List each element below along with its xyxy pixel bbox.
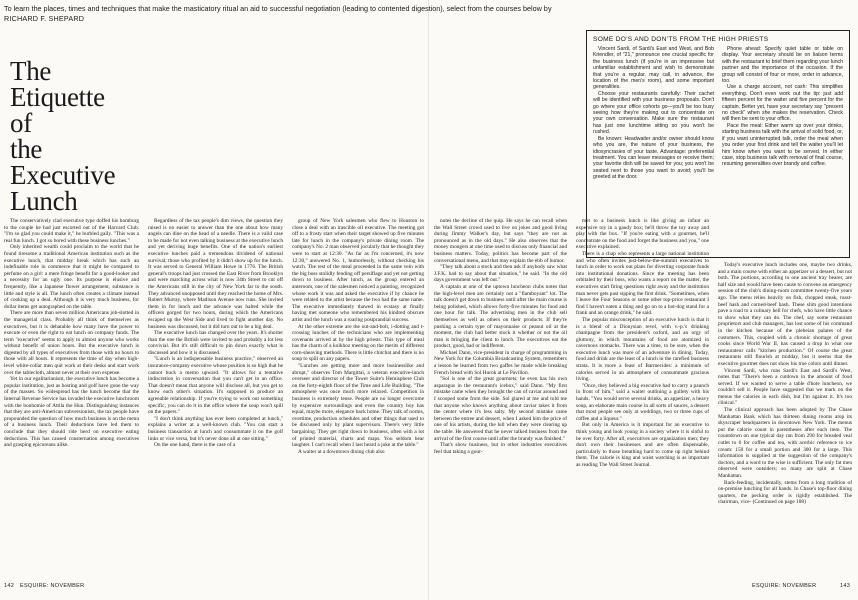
page-number-left: 142 bbox=[4, 583, 15, 589]
paragraph: The clinical approach has been adopted by The Chase Manhattan Bank which has thirteen dining rooms atop its skyscraper headquarters in downtown New York. The menus put the calorie count in parentheses after each item. The countdown on one typical day ran from 290 for breaded veal cutlet to 0 for coffee and tea, with acerbic reference to ice cream: 150 for a small portion and 300 for a large. This information is supplied at the suggestion of the company's doctors, and a word to the wise is sufficient. The only fat men observed were outsiders; so many are split at Chase Manhattan. bbox=[718, 407, 852, 479]
title-line: the bbox=[10, 134, 43, 164]
body-column-5 bbox=[576, 218, 709, 578]
title-line: of bbox=[10, 108, 32, 138]
title-line: The bbox=[10, 56, 52, 86]
title-line: Executive bbox=[10, 160, 116, 190]
paragraph: The executive lunch has changed over the years. It's shorter than the one the British were invited to and probably a lot less convivial. But it's still difficult to pin down exactly what is discussed and how it is discussed. bbox=[148, 330, 283, 356]
paragraph: Today's executive lunch includes one, maybe two drinks, and a main course with either an appetizer or a dessert, but not both. The portions, according to one ancient tray bearer, are half size and would have been cause to convene an emergency session of the club's dining-room committee twenty-five years ago. The menu relies heavily on fish, chopped steak, roast-beef hash and corned-beef hash. These slim good intentions pave a road to a culinary hell for chefs, who have little chance to show what they can do. The chef, say some restaurant proprietors and club managers, has lost some of his command in the kitchen because of the plebeian palates of the customers. This, coupled with a chronic shortage of great cooks since World War II, has caused a drop in what one restaurateur calls "kitchen production." Of course the great restaurants still flourish at midday, but it seems that the executive gourmet does not show his true colors until dinner. bbox=[718, 262, 852, 367]
paragraph: "I don't think anything has ever been completed at lunch," explains a writer at a well-known club. "You can start a business transaction at lunch and consummate it on the golf links or vice versa, but it's never done all at one sitting." bbox=[148, 415, 283, 442]
paragraph: That's show business, but in other industries executives feel that taking a gour- bbox=[434, 442, 567, 455]
paragraph: At the other extreme are the out-and-bolt, i-dotting and t-crossing lunches of the technicians who are implementing covenants arrived at by the high priests. This type of meal has the charm of a kolkhoz meeting on the merits of different corn-sheaving methods. There is little chitchat and there is no soup to spill on any papers. bbox=[292, 323, 424, 363]
paragraph: A captain at one of the uptown luncheon clubs notes that the high-level men are certainly not a "flamboyant" lot. The talk doesn't get down to business until after the main course is being polished, which allows forty-five minutes for food and one hour for talk. The advertising men in the club sell themselves as well as others on their products. If they're pushing a certain type of mayonnaise or peanut oil at the moment, the club had better stock it whether or not the oil man is bringing the client to lunch. The executives eat the product, good, bad or indifferent. bbox=[434, 283, 567, 350]
paragraph: notes the decline of the quip. He says he can recall when the Wall Street crowd used to live on jokes and good living during Jimmy Walker's day, but says "they are not as pronounced as in the old days." He also observes that the money mongers at one time used to discuss only financial and business matters. Today, politics has become part of the conversational menu, and that may explain the ebb of humor. bbox=[434, 218, 567, 264]
paragraph: On the one hand, there is the case of a bbox=[154, 442, 236, 449]
sidebar-heading: SOME DO'S AND DON'TS FROM THE HIGH PRIESTS bbox=[593, 36, 769, 43]
byline: by RICHARD F. SHEPARD bbox=[4, 4, 552, 23]
paragraph: There are more than seven million Americans job-slotted in the managerial class. Probably all think of themselves as executives, but it is debatable how many have the power to execute or even the right to eat lunch on company funds. The term "executive" seems to apply to almost anyone who works without benefit of union hours. But the executive lunch is digested by all types of executives from those with no hours to those with all hours. It represents the time of day when high-level white-collar men quit work at their desks and start work over the tablecloth, almost never at their own expense. bbox=[4, 310, 139, 376]
paragraph: "Once, they believed a big executive had to carry a paunch in front of him," said a waiter outlining a gullety with his hands. "You would serve several drinks, an appetizer, a heavy soup, an elaborate main course in all sorts of sauces, a dessert that most people see only at weddings, two or three cups of coffee and a liqueur." bbox=[576, 382, 709, 422]
paragraph: But only in America is it important for an executive to think young and look young in a society where it is sinful to be over forty. After all, executives are organization men; they don't own their businesses and are often dispensable, particularly to those breathing hard to come up right behind them. The calorie is king and waist watching is as important as reading The Wall Street Journal. bbox=[576, 422, 709, 468]
deck-text: To learn the places, times and techniques that make the masticatory ritual an aid to successful negotiation (leading to contented digestion), select from the courses below bbox=[4, 4, 542, 13]
body-column-3 bbox=[292, 218, 424, 578]
paragraph: Regardless of the tax people's dim views, the question they raised is no easier to answer than the one about how many angels can dine on the head of a needle. There is a valid case to be made for not even talking business at the executive lunch and yet deriving huge benefits. One of the nation's earliest executive lunches paid a tremendous dividend of national survival; those who profited by it didn't show up for the lunch. It was served to General William Howe in 1776. The British general's troops had just crossed the East River from Brooklyn and were marching across what is now 34th Street to cut off the Americans still in the city of New York far to the south. They advanced unopposed until they reached the home of Mrs. Robert Murray, where Madison Avenue now runs. She invited them in for lunch and the advance was halted while the officers gorged for two hours, during which the Americans escaped up the West Side and lived to fight another day. No business was discussed, but it did turn out to be a big deal. bbox=[148, 218, 283, 330]
sidebar-paragraph: Phone ahead: Specify quiet table or table on display. Your secretary should be on liaison terms with the restaurant to brief them regarding your lunch partner and the importance of the occasion. If the group will consist of four or more, order in advance, too. bbox=[722, 46, 843, 85]
sidebar-paragraph: Pace the meal: Either warm up over your drinks, starting business talk with the arrival of solid food, or, if you want uninterrupted talk, order the meal when you order your first drink and tell the waiter you'll let him know when you want to be served. In either case, stop business talk with removal of final course, resuming generalities over brandy and coffee. bbox=[722, 122, 843, 168]
paragraph: met to a business lunch is like giving an infant an expensive toy in a gaudy box; he'll throw the toy away and play with the box. "If you're eating with a gourmet, he'll concentrate on the food and forget the business and you," one executive explained. bbox=[576, 218, 709, 251]
paragraph: The conservatively clad executive type doffed his homburg to the couple he had just escorted out of the Harvard Club. "I'm so glad you could make it," he burbled gaily. "This was a real fun lunch. I got so bored with these business lunches." bbox=[4, 218, 139, 244]
body-column-2 bbox=[148, 218, 283, 578]
paragraph: "Sol is one of the great gourmets; he even has his own asparagus in the restaurant's icebox," said Dann. "My first mistake came when they brought the can of caviar around and I scooped some from the side. Sol glared at me and told me that anyone who knows anything about caviar takes it from the center where it's less salty. My second mistake came between the entree and dessert, when I asked him the price of one of his artists, during the lull when they were clearing up the table. He answered that he never talked business from the arrival of the first course until after the brandy was finished." bbox=[434, 376, 567, 442]
paragraph: "They talk about a stock and then ask if anybody saw what J.F.K. had to say about that situation," he said. "In the old days government was left out." bbox=[434, 264, 567, 284]
paragraph: Michael Dann, vice-president in charge of programming in New York for the Columbia Broadcasting System, remembers a lesson he learned from two gaffes he made while breaking French bread with Sol Hurok at Le Pavillon. bbox=[434, 349, 567, 376]
paragraph: The popular misconception of an executive lunch is that it is a blend of a Dionysian revel, with v.-p.'s drinking champagne from the president's oxford, and an orgy of gluttony, in which mountains of food are atomized in cavernous stomachs. There was a time, to be sure, when the executive lunch was more of an adventure in dining. Today, food and drink are the least of a lunch in the rarefied business strata. It is more a feast of Barmecides: a minimum of calories served in an atmosphere of consummate gracious living. bbox=[576, 316, 709, 383]
paragraph: "Lunch is an indispensable business practice," observed an insurance-company executive whose position is so high that he cannot buck a memo upward. "It allows for a tentative indiscretion in conversation that you can't get in an office. That doesn't mean that anyone will disclose all, but you get to know each other's situation. It's supposed to produce an agreeable relationship. If you're trying to work out something specific, you can do it in the office where the soup won't spill on the papers." bbox=[148, 356, 283, 416]
paragraph: group of New York salesmen who flew to Houston to close a deal with an irascible oil executive. The meeting got off to a frosty start when their target showed up five minutes late for lunch in the company's private dining room. The company's No. 2 man observed jocularly that he thought they were to start at 12:30. "As far as I'm concerned, it's now 12:30," answered No. 1, humorlessly, without checking his watch. The rest of the meal proceeded in the same vein with the big boss stolidly fending off persiflage and yet not getting down to business. After lunch, as the group entered an anteroom, one of the salesmen noticed a painting, recognized whose work it was and asked the executive if by chance he were related to the artist because the two had the same name. The executive immediately thawed in ecstasy at finally having met someone who remembered his kindred obscure artist and the lunch was a roaring postprandial success. bbox=[292, 218, 424, 323]
sidebar-paragraph: Vincent Sardi, of Sardi's East and West, and Bob Kriendler, of "21," pronounce one crucial specific for the business lunch (if you're in an impressive but unfamiliar establishment and wish to demonstrate that you're a regular, may call, in advance, the location of the men's room), and some important generalities. bbox=[593, 46, 714, 91]
sidebar-column-left bbox=[593, 46, 714, 181]
article-title bbox=[10, 58, 120, 214]
title-line: Etiquette bbox=[10, 82, 105, 112]
article-deck bbox=[4, 4, 564, 24]
page-gutter bbox=[428, 0, 429, 600]
running-footer-right: ESQUIRE: NOVEMBER bbox=[752, 583, 817, 589]
paragraph: Vincent Sardi, who runs Sardi's East and Sardi's West, notes that "There's been a cutdown in the amount of food served. If we wanted to serve a table d'hote luncheon, we couldn't sell it. People have suggested that we mark on the menus the calories in each dish, but I'm against it. It's too clinical." bbox=[718, 367, 852, 407]
paragraph: Yet in our egalitarianism, the executive lunch has become a popular institution, just as hosting and golf have gone the way of the masses. So widespread has the lunch become that the Internal Revenue Service has invaded the executive lunchroom with the bonhomie of Attila the Hun. Distinguishing instances that they are anti-American subversionists, the tax people have propounded the question of how much business is on the menu of a business lunch. Their deductions have led them to conclude that they should ride herd on executive eating deductions. This has caused consternation among executives and grasping epicureans alike. bbox=[4, 376, 139, 449]
running-footer-left: ESQUIRE: NOVEMBER bbox=[20, 583, 85, 589]
paragraph: A waiter at a downtown dining club also bbox=[298, 448, 385, 455]
sidebar-paragraph: Use a charge account, not cash: This simplifies everything. Don't even work out the tip: just add fifteen percent for the waiter and five percent for the captain. Better yet, have your secretary say "present no check" when she makes the reservation. Check will then be sent to your office. bbox=[722, 84, 843, 123]
paragraph: "Lunches are getting more and more businesslike and abrupt," observes Tom Margittai, a veteran executive-lunch overseer and director of the Tower Suite's Hemisphere Club on the forty-eighth floor of the Time and Life Building. "The atmosphere was once much more relaxed. Competition in business is extremely tense. People are no longer overcome by expensive surroundings and even the country boy has equal, maybe more, elegance back home. They talk of norms, overtime, production schedules and other things that used to be discussed only by plant supervisors. There's very little bargaining. They get right down to business, often with a lot of printed material, charts and maps. You seldom hear laughter. I can't recall when I last heard a joke at the table." bbox=[292, 363, 424, 449]
paragraph: Back-feeding, incidentally, stems from a long tradition of on-premise lunching for all hands. In Chase's top-floor dining quarters, the pecking order is rigidly established. The chairman, vice- (Continued on page 188) bbox=[718, 479, 852, 506]
body-column-1 bbox=[4, 218, 139, 578]
sidebar-paragraph: Choose your restaurants carefully: Their cachet will be identified with your business proposals. Don't go where your office cohorts go—you'll be too busy seeing how they're making out to concentrate on your own conversation. Make sure the restaurant has just one lunchtime sitting so you won't be rushed. bbox=[593, 90, 714, 136]
paragraph: There is a chap who represents a large national institution and who often invites just-below-the-summit executives to lunch in order to work out plans for diverting corporate funds into institutional donations. Since the meeting has been orbitaled by their boss, who wants a report on the matter, the executives start firing questions right away and the institution man never gets past sipping the first drink. "Sometimes, when I leave the Four Seasons or some other top-price restaurant I find I haven't eaten a thing and go on to a hot-dog stand for a frank and an orange drink," he said. bbox=[576, 250, 709, 317]
body-column-6 bbox=[718, 262, 852, 578]
body-column-4 bbox=[434, 218, 567, 578]
page-number-right: 143 bbox=[840, 583, 851, 589]
paragraph: Only inherited wealth could proclaim to the world that he found tiresome a traditional American institution such as the executive lunch, that midday break which has such an indefinable role in commerce that it might be compared to perfume on a girl: a mere fringe benefit for a good-looker and a necessity for an ugly one. Its purpose is elusive and frequently, like a Japanese flower arrangement, substance is little and style is all. The lunch often creates a climate instead of cooking up a deal. Although it is very much business, for dollar items get autographed on the table. bbox=[4, 244, 139, 310]
sidebar-column-right bbox=[722, 46, 843, 181]
sidebar-paragraph: Be known: Headwaiter and/or owner should know who you are, the nature of your business, the idiosyncrasies of your taste. Advantage: preferential treatment. You can leave messages or receive them; your favorite dish will be saved for you; you won't be seated next to those you want to avoid; you'll be greeted at the door. bbox=[593, 135, 714, 181]
title-line: Lunch bbox=[10, 186, 78, 216]
